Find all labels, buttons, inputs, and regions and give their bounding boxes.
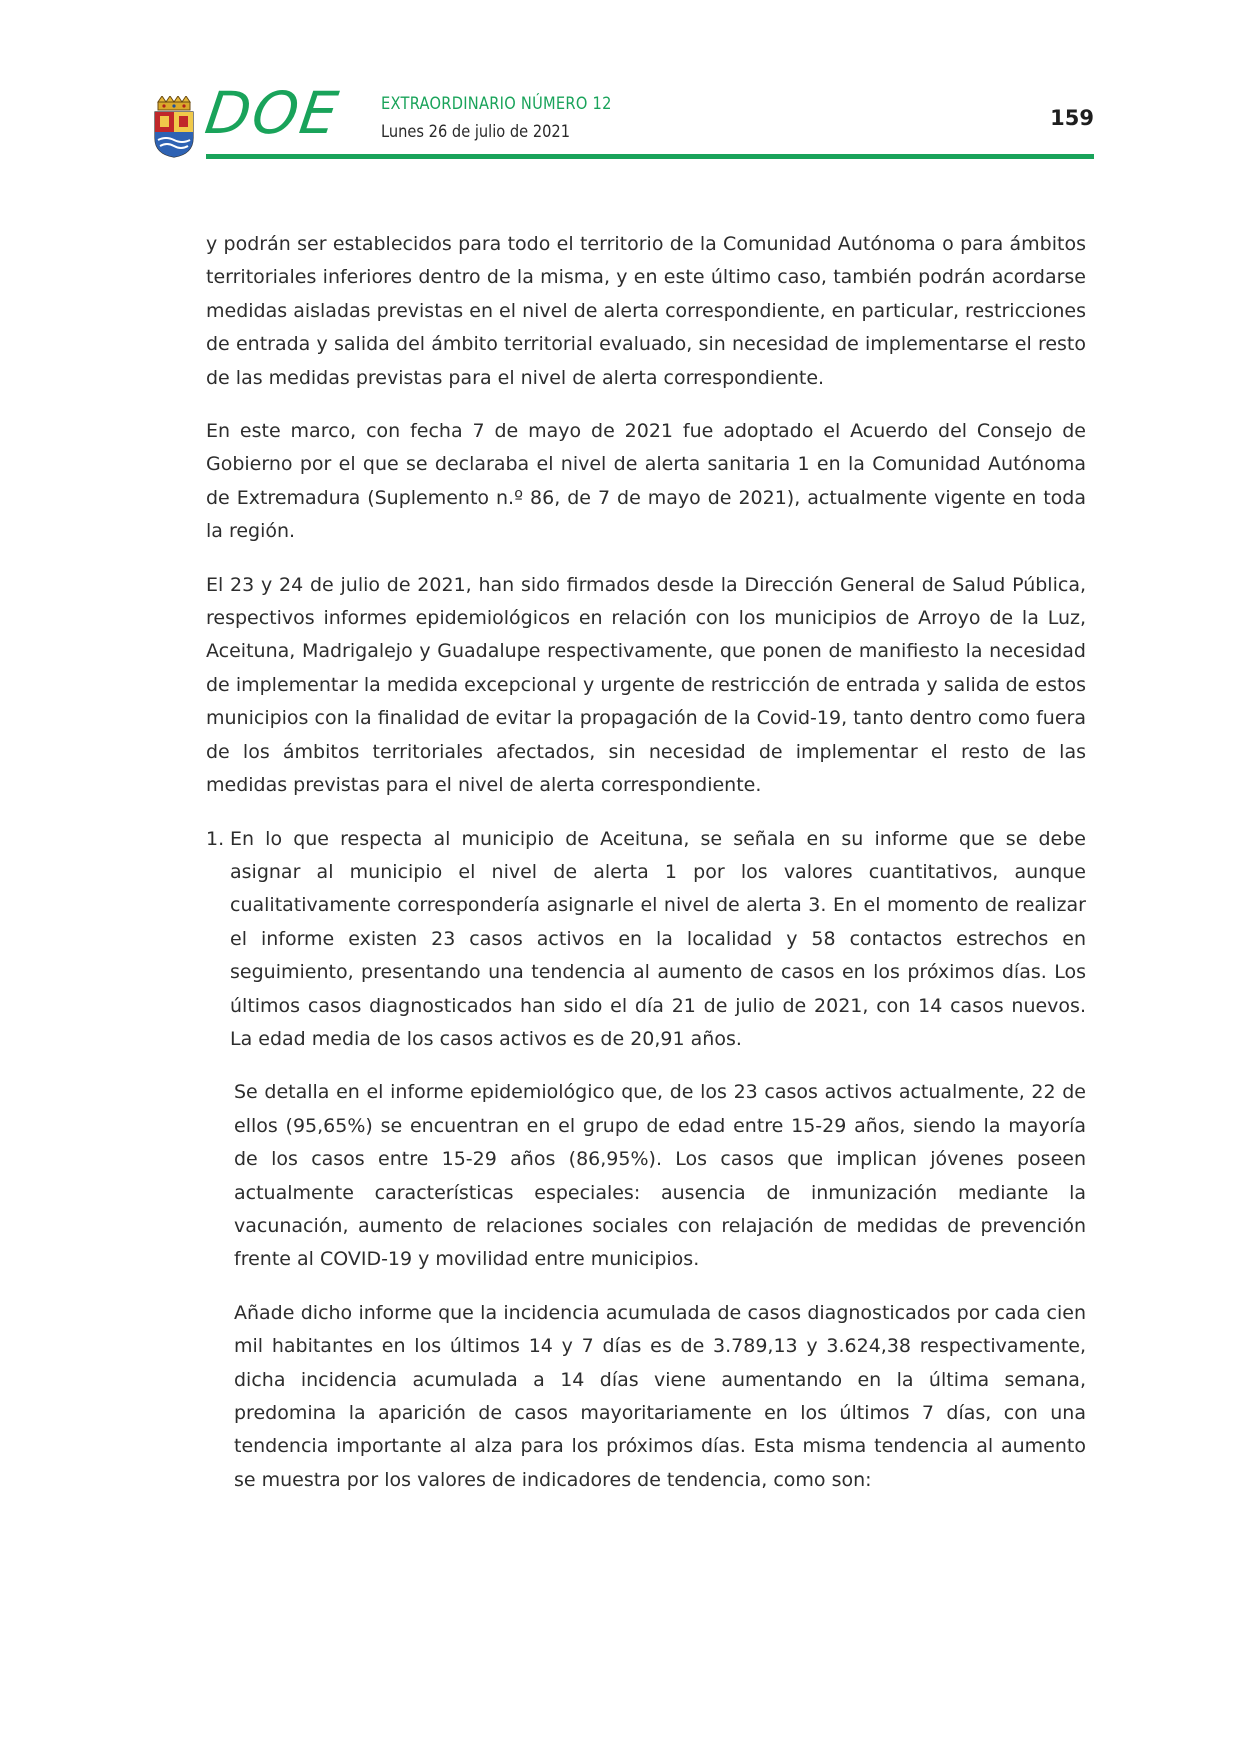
page-header	[152, 79, 1094, 162]
publication-date: Lunes 26 de julio de 2021	[381, 122, 571, 142]
doe-logo: DOE	[201, 79, 344, 147]
coat-of-arms-icon	[152, 96, 196, 158]
edition-label: EXTRAORDINARIO NÚMERO 12	[381, 94, 612, 114]
page-number: 159	[1050, 106, 1094, 130]
sub-paragraph: Se detalla en el informe epidemiológico que, de los 23 casos activos actualmente, 22 de ellos (95,65%) se encuentran en el grupo de edad entre 15-29 años, siendo la mayoría de los casos entre 15-29 años (86,95%). Los casos que implican jóvenes poseen actualmente características especiales: ausencia de inmunización mediante la vacunación, aumento de relaciones sociales con relajación de medidas de prevención frente al COVID-19 y movilidad entre municipios.	[234, 1081, 1086, 1271]
paragraph: En este marco, con fecha 7 de mayo de 2021 fue adoptado el Acuerdo del Consejo de Gobierno por el que se declaraba el nivel de alerta sanitaria 1 en la Comunidad Autónoma de Extremadura (Suplemento n.º 86, de 7 de mayo de 2021), actualmente vigente en toda la región.	[206, 420, 1086, 543]
header-divider	[206, 154, 1094, 159]
paragraph: El 23 y 24 de julio de 2021, han sido firmados desde la Dirección General de Salud Pública, respectivos informes epidemiológicos en relación con los municipios de Arroyo de la Luz, Aceituna, Madrigalejo y Guadalupe respectivamente, que ponen de manifiesto la necesidad de implementar la medida excepcional y urgente de restricción de entrada y salida de estos municipios con la finalidad de evitar la propagación de la Covid-19, tanto dentro como fuera de los ámbitos territoriales afectados, sin necesidad de implementar el resto de las medidas previstas para el nivel de alerta correspondiente.	[206, 573, 1086, 797]
list-item	[206, 823, 1086, 1057]
sub-paragraph: Añade dicho informe que la incidencia acumulada de casos diagnosticados por cada cien mil habitantes en los últimos 14 y 7 días es de 3.789,13 y 3.624,38 respectivamente, dicha incidencia acumulada a 14 días viene aumentando en la última semana, predomina la aparición de casos mayoritariamente en los últimos 7 días, con una tendencia importante al alza para los próximos días. Esta misma tendencia al aumento se muestra por los valores de indicadores de tendencia, como son:	[234, 1301, 1086, 1491]
document-body	[206, 228, 1086, 1517]
list-item-text: En lo que respecta al municipio de Aceituna, se señala en su informe que se debe asignar al municipio el nivel de alerta 1 por los valores cuantitativos, aunque cualitativamente correspondería asignarle el nivel de alerta 3. En el momento de realizar el informe existen 23 casos activos en la localidad y 58 contactos estrechos en seguimiento, presentando una tendencia al aumento de casos en los próximos días. Los últimos casos diagnosticados han sido el día 21 de julio de 2021, con 14 casos nuevos. La edad media de los casos activos es de 20,91 años.	[230, 827, 1086, 1050]
paragraph: y podrán ser establecidos para todo el territorio de la Comunidad Autónoma o para ámbitos territoriales inferiores dentro de la misma, y en este último caso, también podrán acordarse medidas aisladas previstas en el nivel de alerta correspondiente, en particular, restricciones de entrada y salida del ámbito territorial evaluado, sin necesidad de implementarse el resto de las medidas previstas para el nivel de alerta correspondiente.	[206, 233, 1086, 389]
list-item-number: 1.	[206, 827, 225, 850]
